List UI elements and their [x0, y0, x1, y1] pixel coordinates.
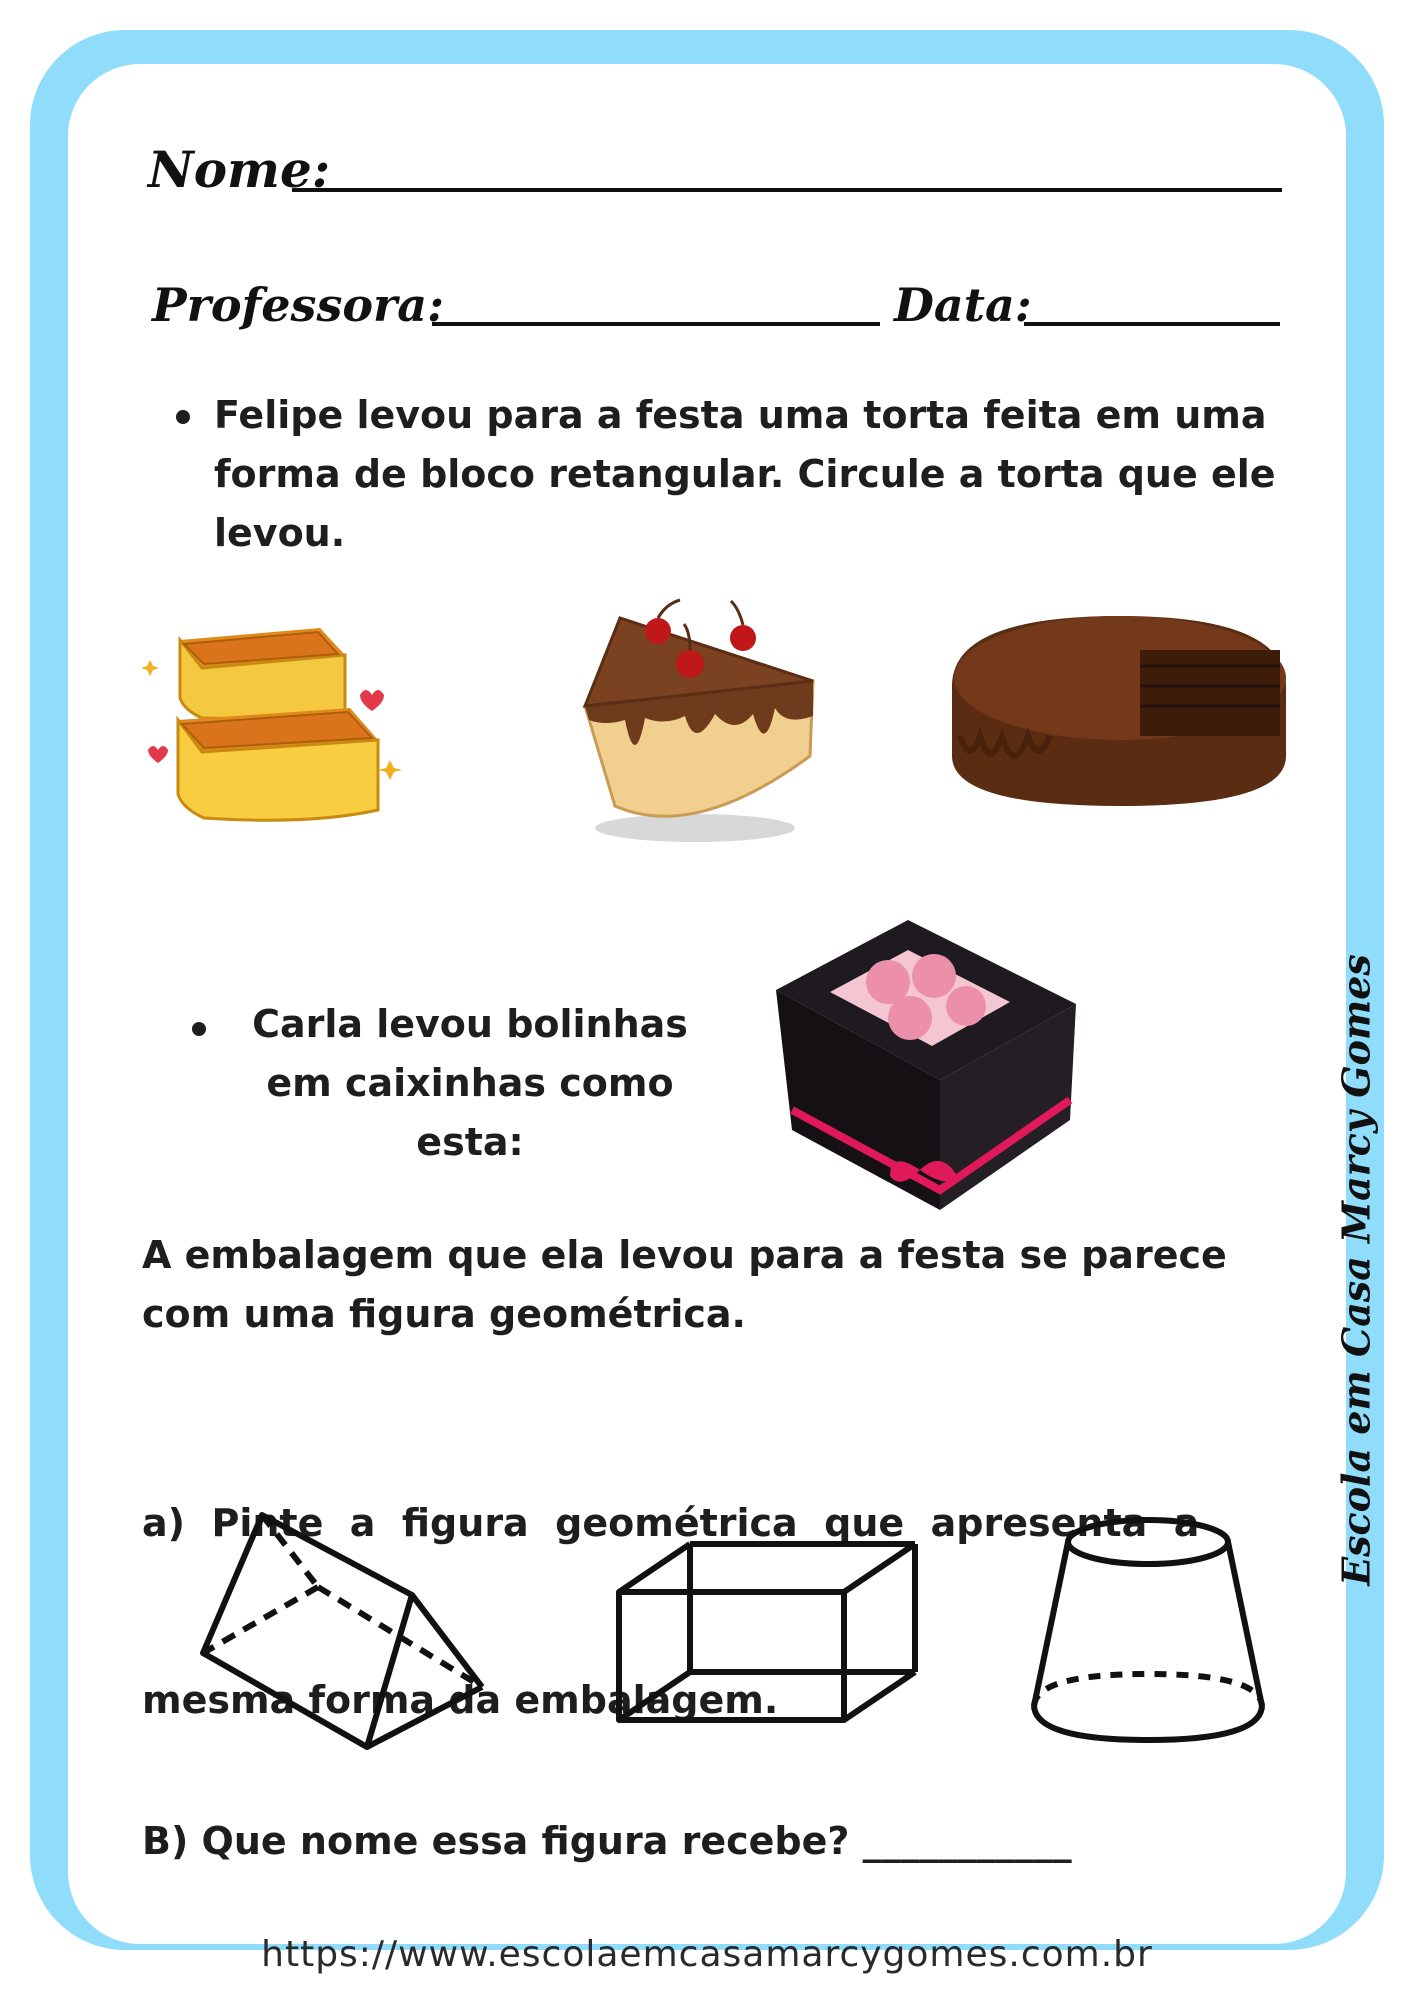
data-line[interactable]	[1024, 322, 1280, 326]
nome-line[interactable]	[292, 188, 1282, 192]
question-1-text	[214, 386, 1294, 563]
q1-bold-term: bloco retangular.	[420, 452, 785, 496]
q2-line2: em caixinhas como	[266, 1061, 674, 1105]
triangular-prism-shape[interactable]	[200, 1505, 490, 1757]
statement-line1: A embalagem que ela levou para a festa se parece	[142, 1233, 1227, 1277]
bullet-q2	[192, 1022, 206, 1036]
data-label: Data:	[894, 278, 1032, 332]
footer-url[interactable]: https://www.escolaemcasamarcygomes.com.br	[261, 1934, 1153, 1975]
cherry-cake-slice-image[interactable]	[575, 596, 835, 850]
q1-line2: forma de bloco retangular. Circule a torta que ele	[214, 452, 1276, 496]
q2-line3: esta:	[416, 1120, 524, 1164]
round-chocolate-cake-image[interactable]	[940, 606, 1286, 810]
statement-line2: com uma figura geométrica.	[142, 1292, 746, 1336]
q2-line1: Carla levou bolinhas	[252, 1002, 688, 1046]
question-2-text	[220, 995, 720, 1172]
bullet-q1	[176, 410, 190, 424]
q1-line3: levou.	[214, 511, 346, 555]
nome-label: Nome:	[148, 140, 331, 199]
cupcake-box-image[interactable]	[770, 920, 1080, 1220]
q1-line1: Felipe levou para a festa uma torta feita em uma	[214, 393, 1267, 437]
square-cake-image[interactable]	[140, 600, 420, 850]
professora-line[interactable]	[432, 322, 880, 326]
part-a-line1: a) Pinte a figura geométrica que apresenta a	[142, 1501, 1200, 1545]
school-side-label: Escola em Casa Marcy Gomes	[1333, 954, 1379, 1586]
professora-label: Professora:	[152, 278, 445, 332]
truncated-cone-shape[interactable]	[1030, 1516, 1266, 1746]
rectangular-prism-shape[interactable]	[615, 1540, 921, 1724]
statement-text	[142, 1226, 1282, 1344]
part-a-line2: mesma forma da embalagem.	[142, 1678, 779, 1722]
part-b-question: B) Que nome essa figura recebe? ___________	[142, 1819, 1072, 1863]
